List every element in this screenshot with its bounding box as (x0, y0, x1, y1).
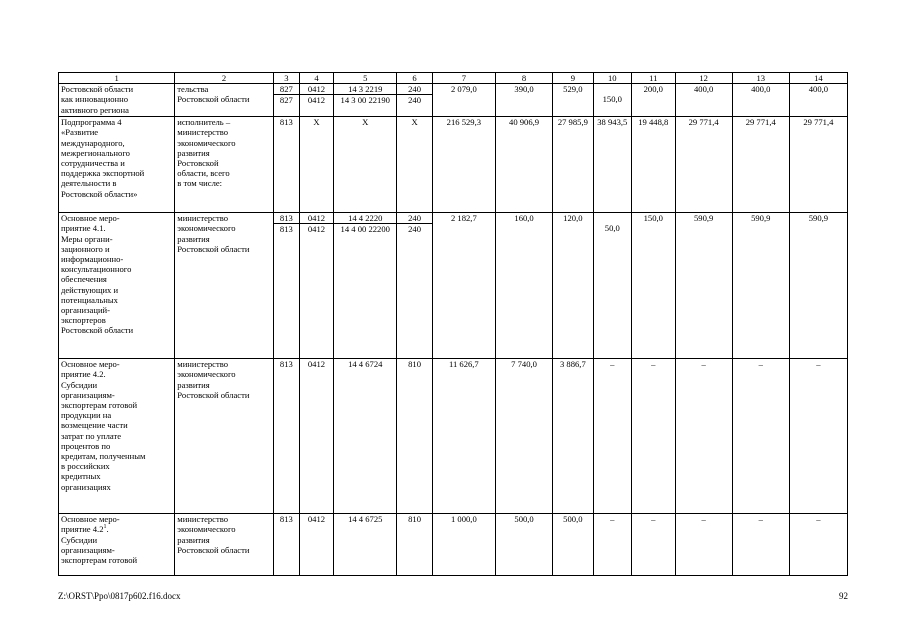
row-name-cell: Основное меро- приятие 4.2. Субсидии организациям- экспортерам готовой продукции на возмещение части затрат по уплате процентов по кредитам, полученным в российских кредитных организациях (59, 359, 175, 514)
table-row (59, 359, 848, 514)
code-value: 827 (274, 84, 299, 95)
value-cell: 390,0 (496, 84, 553, 117)
value-cell: 216 529,3 (432, 117, 495, 213)
code-value: 240 (408, 95, 421, 106)
value-cell: – (632, 359, 676, 514)
budget-table (58, 72, 848, 576)
value-cell: 500,0 (553, 514, 593, 576)
header-cell: 2 (175, 73, 274, 84)
table-row (59, 514, 848, 576)
code-cell: 810 (397, 514, 432, 576)
row-name-line: Основное меро- (61, 514, 120, 525)
value-cell: 29 771,4 (732, 117, 789, 213)
value-cell: 27 985,9 (553, 117, 593, 213)
row-name-cell: Подпрограмма 4 «Развитие международного, межрегионального сотрудничества и поддержка экспортной деятельности в Ростовской области» (59, 117, 175, 213)
header-cell: 10 (593, 73, 631, 84)
code-cell: 813 (273, 359, 299, 514)
code-value: 14 3 00 22190 (340, 95, 390, 106)
code-cell (299, 84, 333, 117)
code-value: 240 (397, 84, 431, 95)
code-value: 0412 (300, 84, 333, 95)
value-cell: – (732, 514, 789, 576)
value-cell: 2 182,7 (432, 213, 495, 359)
header-cell: 3 (273, 73, 299, 84)
value-cell: – (789, 359, 847, 514)
value-text: 50,0 (604, 223, 620, 234)
row-executor-cell: министерство экономического развития Ростовской области (175, 359, 274, 514)
code-cell (273, 213, 299, 359)
value-cell (593, 84, 631, 117)
code-value: 14 4 00 22200 (340, 224, 390, 235)
value-cell: 120,0 (553, 213, 593, 359)
header-cell: 12 (675, 73, 732, 84)
value-cell: 400,0 (675, 84, 732, 117)
value-cell: 160,0 (496, 213, 553, 359)
code-cell: 813 (273, 117, 299, 213)
value-cell: 11 626,7 (432, 359, 495, 514)
header-cell: 1 (59, 73, 175, 84)
row-name-line: приятие 4.2 (61, 524, 104, 535)
header-cell: 5 (334, 73, 397, 84)
header-cell: 4 (299, 73, 333, 84)
table-row (59, 117, 848, 213)
value-cell: 590,9 (789, 213, 847, 359)
value-cell: 40 906,9 (496, 117, 553, 213)
value-cell (593, 213, 631, 359)
value-cell: 7 740,0 (496, 359, 553, 514)
code-cell: 0412 (299, 359, 333, 514)
code-cell: 14 4 6724 (334, 359, 397, 514)
code-cell: 810 (397, 359, 432, 514)
header-cell: 11 (632, 73, 676, 84)
code-cell (299, 213, 333, 359)
code-value: 813 (279, 224, 293, 235)
value-cell: 38 943,5 (593, 117, 631, 213)
table-row (59, 84, 848, 117)
value-cell: 29 771,4 (675, 117, 732, 213)
superscript: 1 (103, 524, 107, 531)
value-cell: 400,0 (732, 84, 789, 117)
value-cell: – (593, 514, 631, 576)
code-cell (334, 213, 397, 359)
value-text: 150,0 (602, 94, 622, 105)
value-cell: 200,0 (632, 84, 676, 117)
value-cell: 590,9 (732, 213, 789, 359)
code-value: 14 4 2220 (334, 213, 396, 224)
value-cell: 29 771,4 (789, 117, 847, 213)
page-number: 92 (839, 591, 848, 601)
value-cell: – (593, 359, 631, 514)
code-cell: X (299, 117, 333, 213)
header-cell: 13 (732, 73, 789, 84)
file-path: Z:\ORST\Ppo\0817p602.f16.docx (58, 591, 181, 601)
code-cell: X (334, 117, 397, 213)
code-value: 0412 (307, 224, 326, 235)
value-cell: 3 886,7 (553, 359, 593, 514)
value-cell: 590,9 (675, 213, 732, 359)
header-cell: 9 (553, 73, 593, 84)
header-cell: 8 (496, 73, 553, 84)
code-cell (397, 213, 432, 359)
value-cell: 1 000,0 (432, 514, 495, 576)
header-cell: 14 (789, 73, 847, 84)
table-row (59, 213, 848, 359)
code-cell (397, 84, 432, 117)
value-cell: – (675, 359, 732, 514)
row-executor-cell: исполнитель – министерство экономического развития Ростовской области, всего в том числе: (175, 117, 274, 213)
code-cell: 0412 (299, 514, 333, 576)
value-cell: 19 448,8 (632, 117, 676, 213)
value-cell: 2 079,0 (432, 84, 495, 117)
code-cell: 813 (273, 514, 299, 576)
value-cell: 400,0 (789, 84, 847, 117)
code-value: 240 (408, 224, 421, 235)
value-cell: – (675, 514, 732, 576)
value-cell: – (732, 359, 789, 514)
row-executor-cell: министерство экономического развития Ростовской области (175, 213, 274, 359)
value-cell: – (789, 514, 847, 576)
header-cell: 6 (397, 73, 432, 84)
header-row (59, 73, 848, 84)
code-cell (273, 84, 299, 117)
value-cell: 529,0 (553, 84, 593, 117)
code-cell: X (397, 117, 432, 213)
code-cell: 14 4 6725 (334, 514, 397, 576)
code-value: 827 (279, 95, 293, 106)
code-value: 14 3 2219 (334, 84, 396, 95)
value-cell: 500,0 (496, 514, 553, 576)
value-cell: 150,0 (632, 213, 676, 359)
code-value: 0412 (307, 95, 326, 106)
row-executor-cell: тельства Ростовской области (175, 84, 274, 117)
code-cell (334, 84, 397, 117)
code-value: 0412 (300, 213, 333, 224)
row-executor-cell: министерство экономического развития Ростовской области (175, 514, 274, 576)
row-name-cell: Ростовской области как инновационно активного региона (59, 84, 175, 117)
header-cell: 7 (432, 73, 495, 84)
value-cell: – (632, 514, 676, 576)
code-value: 240 (397, 213, 431, 224)
row-name-cell: Основное меро- приятие 4.1. Меры органи- зационного и информационно- консультационного обеспечения действующих и потенциальных организаций- экспортеров Ростовской области (59, 213, 175, 359)
row-name-line: . Субсидии организациям- экспортерам готовой (61, 524, 138, 566)
row-name-cell (59, 514, 175, 576)
code-value: 813 (274, 213, 299, 224)
